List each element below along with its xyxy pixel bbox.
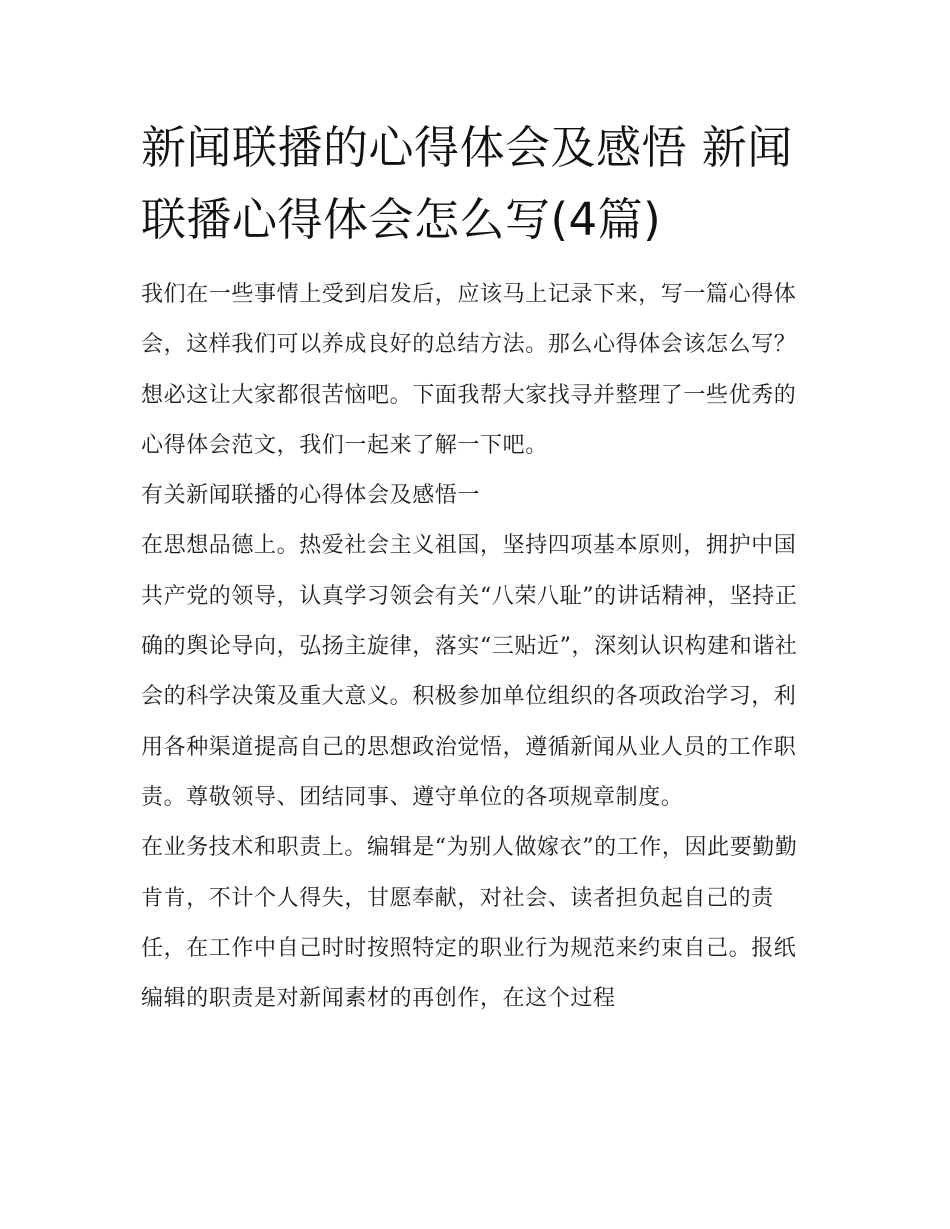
document-content xyxy=(141,112,816,1024)
paragraph-professional: 在业务技术和职责上。编辑是“为别人做嫁衣”的工作，因此要勤勤肯肯，不计个人得失，甘愿奉献，对社会、读者担负起自己的责任，在工作中自己时时按照特定的职业行为规范来约束自己。报纸编辑的职责是对新闻素材的再创作，在这个过程 xyxy=(141,835,798,1012)
document-body xyxy=(141,270,816,1024)
section-heading: 有关新闻联播的心得体会及感悟一 xyxy=(141,483,481,509)
document-title: 新闻联播的心得体会及感悟 新闻联播心得体会怎么写(4篇) xyxy=(141,121,793,246)
intro-paragraph: 我们在一些事情上受到启发后，应该马上记录下来，写一篇心得体会，这样我们可以养成良好的总结方法。那么心得体会该怎么写？想必这让大家都很苦恼吧。下面我帮大家找寻并整理了一些优秀的心得体会范文，我们一起来了解一下吧。 xyxy=(141,282,797,458)
paragraph-ideology: 在思想品德上。热爱社会主义祖国，坚持四项基本原则，拥护中国共产党的领导，认真学习领会有关“八荣八耻”的讲话精神，坚持正确的舆论导向，弘扬主旋律，落实“三贴近”，深刻认识构建和谐社会的科学决策及重大意义。积极参加单位组织的各项政治学习，利用各种渠道提高自己的思想政治觉悟，遵循新闻从业人员的工作职责。尊敬领导、团结同事、遵守单位的各项规章制度。 xyxy=(141,533,798,810)
